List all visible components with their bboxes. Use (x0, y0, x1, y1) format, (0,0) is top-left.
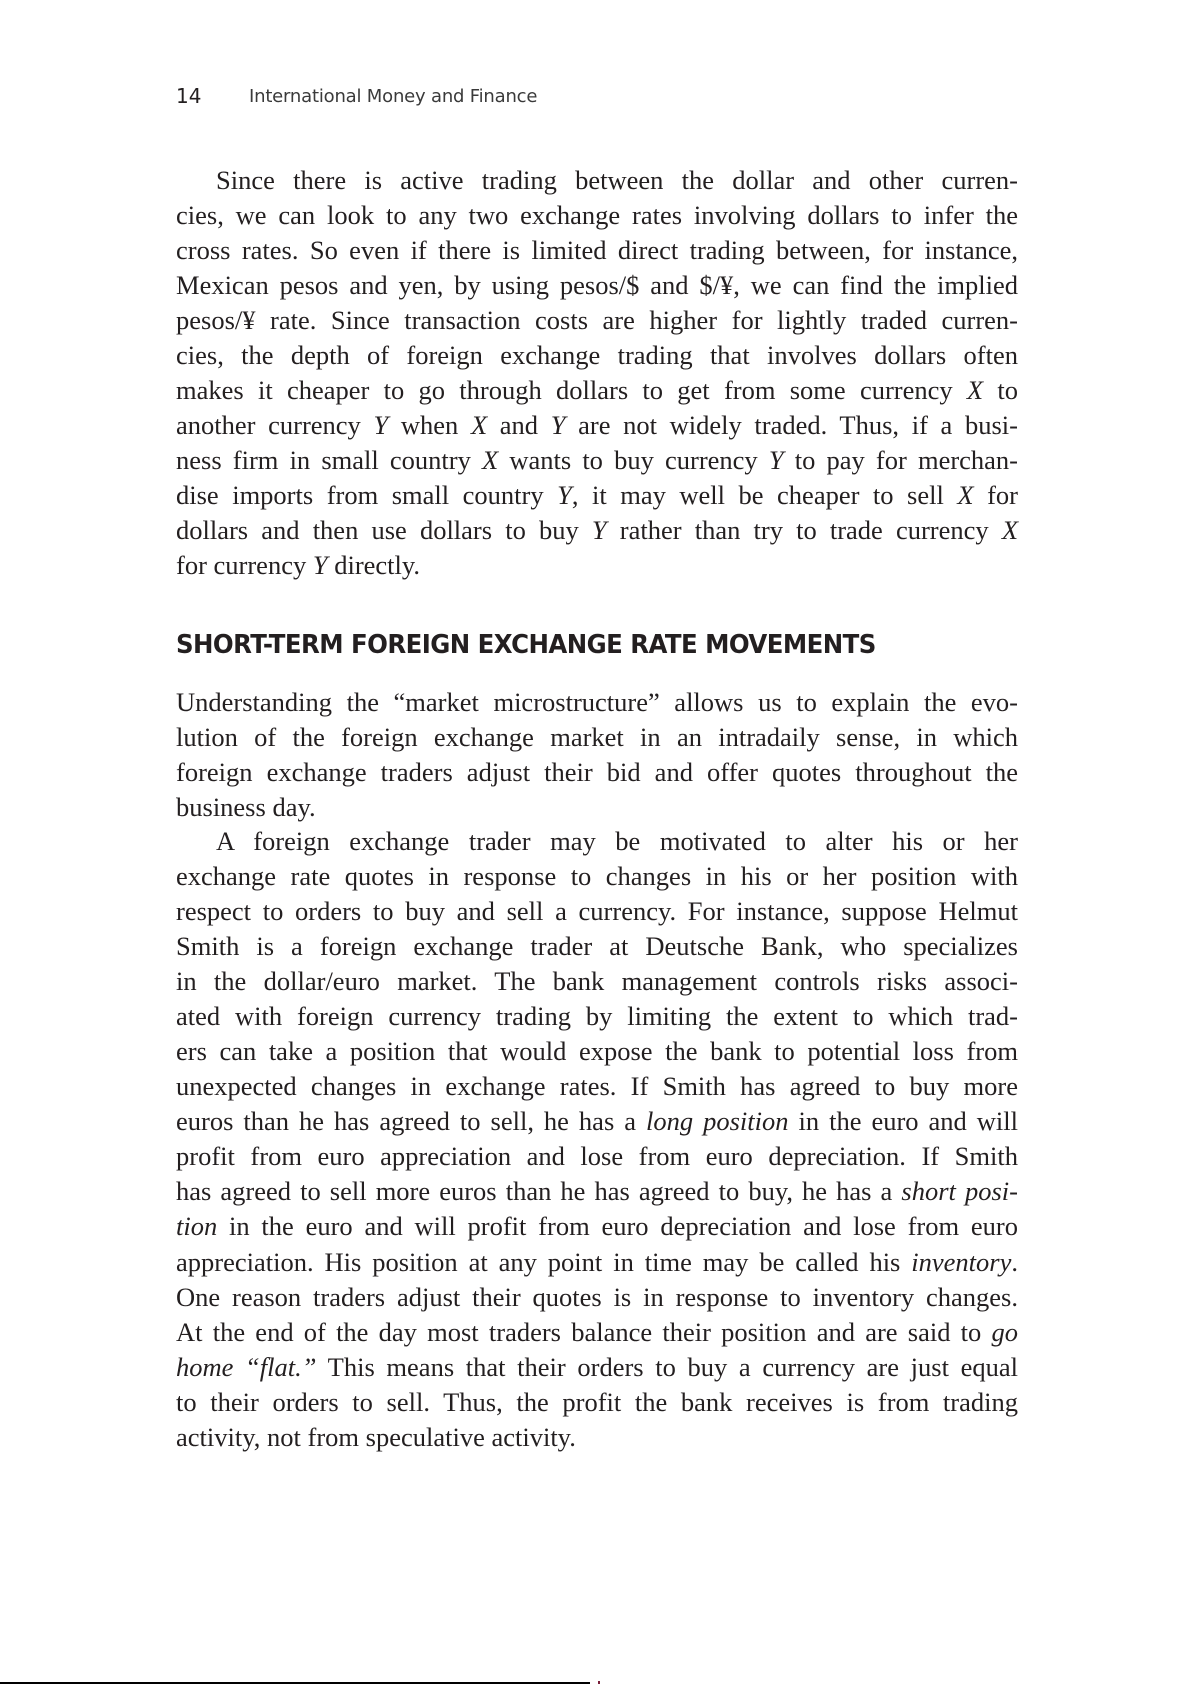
text-line: makes it cheaper to go through dollars to get from some currency X to (176, 375, 1018, 406)
italic-term: Y (591, 515, 607, 546)
text-line: another currency Y when X and Y are not widely traded. Thus, if a busi- (176, 410, 1018, 441)
text-line: Understanding the “market microstructure” allows us to explain the evo- (176, 687, 1018, 717)
text-line: business day. (176, 792, 316, 823)
text-line: euros than he has agreed to sell, he has a long position in the euro and will (176, 1106, 1019, 1137)
italic-term: Y (768, 445, 784, 476)
text-line: Smith is a foreign exchange trader at Deutsche Bank, who specializes (176, 931, 1018, 962)
text-line: cies, the depth of foreign exchange trading that involves dollars often (176, 340, 1018, 371)
text-line: A foreign exchange trader may be motivated to alter his or her (216, 826, 1018, 856)
text-line: to their orders to sell. Thus, the profit the bank receives is from trading (176, 1386, 1018, 1417)
text-line: cies, we can look to any two exchange rates involving dollars to infer the (176, 200, 1018, 231)
text-line: pesos/¥ rate. Since transaction costs are higher for lightly traded curren- (176, 305, 1018, 336)
italic-term: home “flat.” (176, 1351, 317, 1382)
italic-term: X (482, 445, 499, 476)
text-line: ness firm in small country X wants to buy currency Y to pay for merchan- (176, 445, 1019, 476)
text-line: Mexican pesos and yen, by using pesos/$ and $/¥, we can find the implied (176, 270, 1018, 301)
text-line: exchange rate quotes in response to changes in his or her position with (176, 861, 1018, 892)
text-line: At the end of the day most traders balance their position and are said to go (176, 1316, 1018, 1347)
text-line: for currency Y directly. (176, 550, 421, 581)
italic-term: Y (373, 410, 389, 441)
text-line: profit from euro appreciation and lose from euro depreciation. If Smith (176, 1141, 1018, 1172)
text-line: cross rates. So even if there is limited direct trading between, for instance, (176, 235, 1018, 266)
italic-term: inventory (911, 1246, 1012, 1277)
italic-term: Y (312, 550, 328, 581)
text-line: activity, not from speculative activity. (176, 1421, 576, 1452)
text-line: Since there is active trading between the dollar and other curren- (216, 165, 1018, 195)
text-line: dollars and then use dollars to buy Y rather than try to trade currency X (176, 515, 1018, 546)
text-line: foreign exchange traders adjust their bid and offer quotes throughout the (176, 757, 1018, 788)
text-line: ers can take a position that would expose the bank to potential loss from (176, 1036, 1018, 1067)
italic-term: short posi- (901, 1176, 1018, 1207)
book-title: International Money and Finance (249, 86, 538, 107)
text-line: ated with foreign currency trading by limiting the extent to which trad- (176, 1001, 1018, 1032)
text-line: lution of the foreign exchange market in an intradaily sense, in which (176, 722, 1018, 753)
italic-term: go (991, 1316, 1018, 1347)
footer-mark (598, 1681, 600, 1684)
italic-term: tion (176, 1211, 218, 1242)
text-line: respect to orders to buy and sell a currency. For instance, suppose Helmut (176, 896, 1018, 927)
text-line: home “flat.” This means that their orders to buy a currency are just equal (176, 1351, 1018, 1382)
section-heading: SHORT-TERM FOREIGN EXCHANGE RATE MOVEMENTS (176, 630, 876, 660)
text-line: in the dollar/euro market. The bank management controls risks associ- (176, 966, 1018, 997)
text-line: appreciation. His position at any point in time may be called his inventory. (176, 1246, 1018, 1277)
italic-term: X (1001, 515, 1018, 546)
text-line: tion in the euro and will profit from euro depreciation and lose from euro (176, 1211, 1018, 1242)
text-line: One reason traders adjust their quotes is in response to inventory changes. (176, 1281, 1018, 1312)
text-line: has agreed to sell more euros than he has agreed to buy, he has a short posi- (176, 1176, 1018, 1207)
italic-term: X (957, 480, 974, 511)
italic-term: Y (557, 480, 572, 511)
italic-term: long position (646, 1106, 789, 1137)
page-number: 14 (176, 84, 202, 108)
footer-rule (0, 1682, 590, 1684)
text-line: unexpected changes in exchange rates. If Smith has agreed to buy more (176, 1071, 1018, 1102)
italic-term: Y (550, 410, 566, 441)
text-line: dise imports from small country Y, it may well be cheaper to sell X for (176, 480, 1018, 511)
italic-term: X (470, 410, 488, 441)
italic-term: X (966, 375, 984, 406)
